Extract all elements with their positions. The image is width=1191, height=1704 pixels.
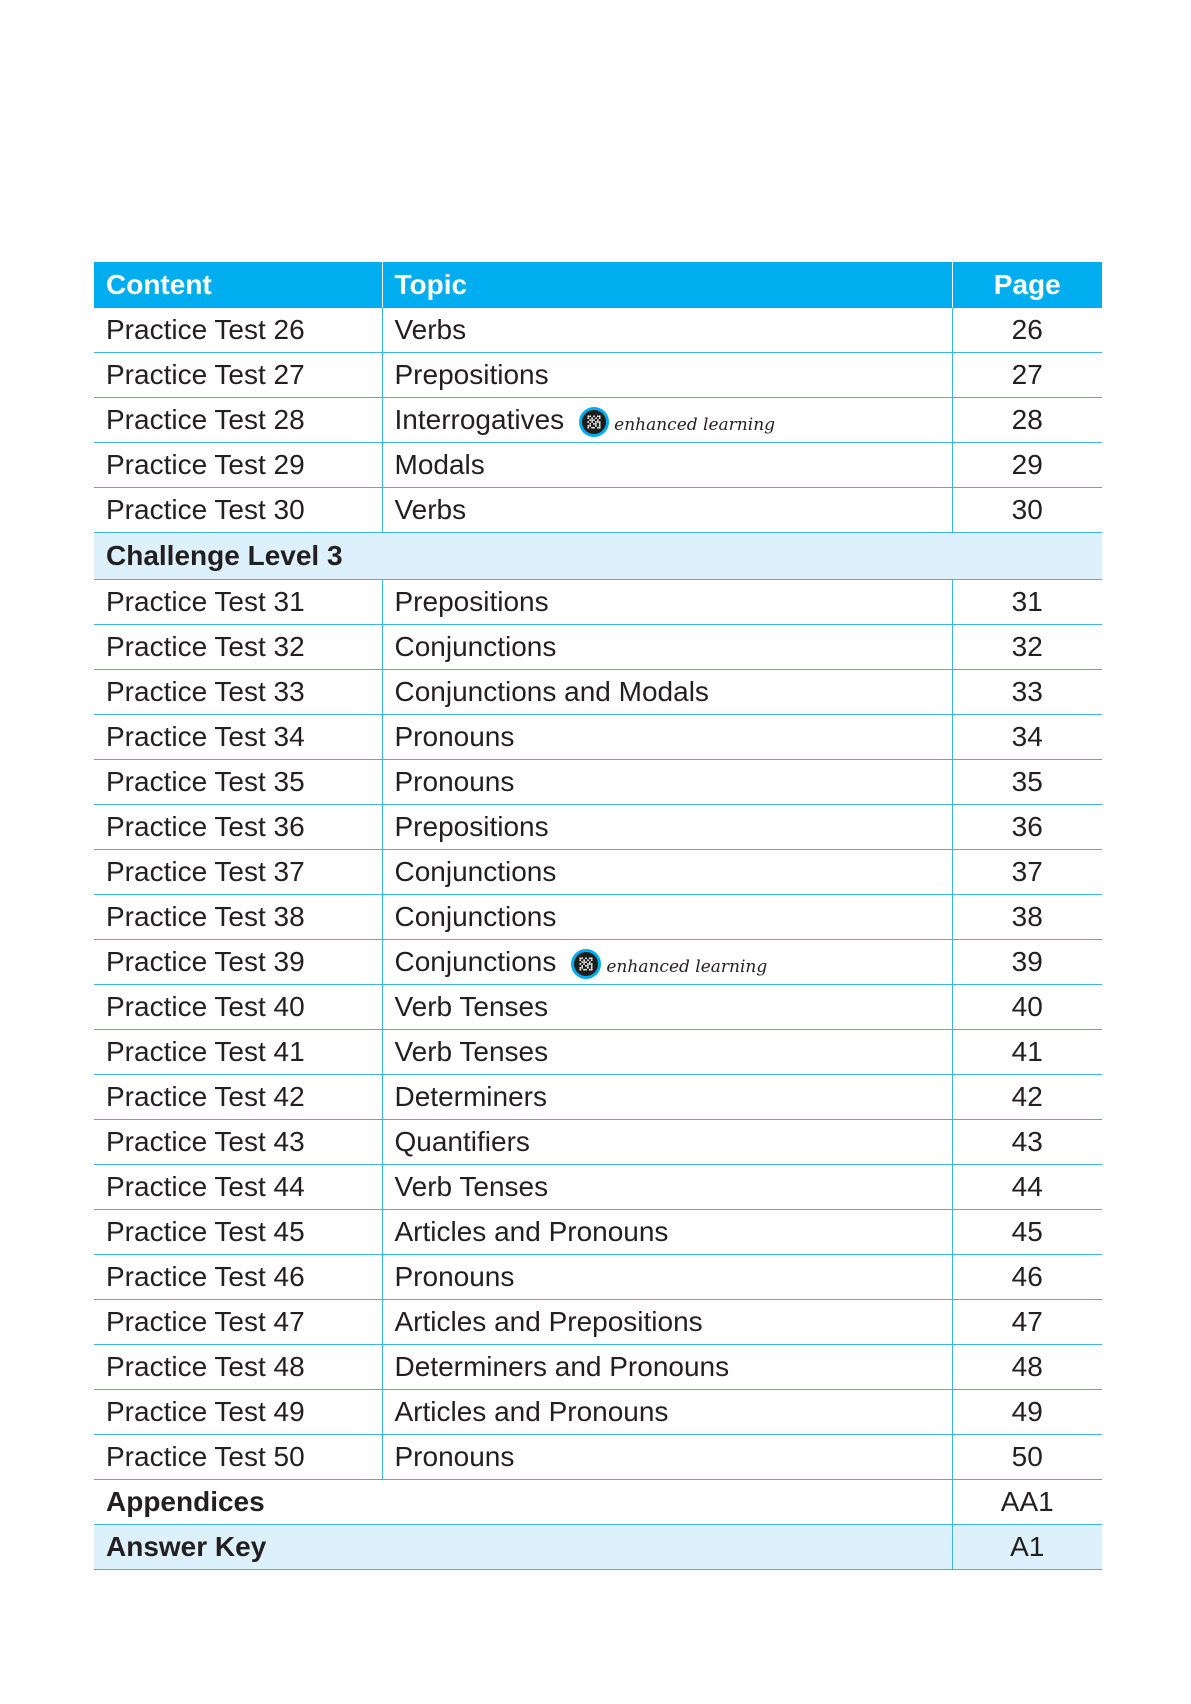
row-content: Practice Test 39: [94, 940, 382, 985]
row-topic-cell: [382, 1390, 952, 1435]
row-content: Practice Test 45: [94, 1210, 382, 1255]
row-topic-cell: [382, 625, 952, 670]
row-topic-cell: [382, 308, 952, 353]
row-topic-wrap: [395, 813, 549, 841]
row-topic-wrap: [395, 496, 467, 524]
row-topic: Interrogatives: [394, 404, 565, 435]
row-topic: Verb Tenses: [394, 1171, 549, 1202]
row-topic-cell: [382, 1300, 952, 1345]
row-content: Practice Test 46: [94, 1255, 382, 1300]
row-page: 37: [952, 850, 1102, 895]
row-topic: Pronouns: [394, 1261, 515, 1292]
row-content: Practice Test 38: [94, 895, 382, 940]
row-topic: Conjunctions: [394, 901, 557, 932]
appendices-page: AA1: [952, 1480, 1102, 1525]
row-content: Practice Test 49: [94, 1390, 382, 1435]
table-row: [94, 625, 1102, 670]
enhanced-learning-label: enhanced learning: [606, 956, 768, 977]
row-page: 44: [952, 1165, 1102, 1210]
table-row: [94, 1210, 1102, 1255]
row-topic-wrap: [395, 993, 549, 1021]
row-topic-wrap: [395, 316, 467, 344]
row-topic-cell: [382, 805, 952, 850]
row-page: 47: [952, 1300, 1102, 1345]
enhanced-learning-badge[interactable]: [570, 948, 767, 980]
row-content: Practice Test 35: [94, 760, 382, 805]
row-topic: Determiners and Pronouns: [394, 1351, 730, 1382]
row-page: 34: [952, 715, 1102, 760]
table-row: [94, 1435, 1102, 1480]
table-row: [94, 353, 1102, 398]
row-page: 40: [952, 985, 1102, 1030]
row-topic-wrap: [395, 402, 776, 438]
row-content: Practice Test 47: [94, 1300, 382, 1345]
row-topic: Verb Tenses: [394, 1036, 549, 1067]
row-content: Practice Test 44: [94, 1165, 382, 1210]
row-topic: Quantifiers: [394, 1126, 530, 1157]
table-row: [94, 670, 1102, 715]
row-page: 45: [952, 1210, 1102, 1255]
row-page: 39: [952, 940, 1102, 985]
row-topic-cell: [382, 488, 952, 533]
row-topic: Conjunctions: [394, 946, 557, 977]
row-page: 33: [952, 670, 1102, 715]
row-topic-wrap: [395, 678, 709, 706]
row-page: 48: [952, 1345, 1102, 1390]
answer-key-row: [94, 1525, 1102, 1570]
row-page: 28: [952, 398, 1102, 443]
row-topic-wrap: [395, 1038, 549, 1066]
table-row: [94, 1390, 1102, 1435]
table-row: [94, 1300, 1102, 1345]
row-topic-wrap: [395, 1083, 547, 1111]
row-topic-cell: [382, 670, 952, 715]
section-row: [94, 533, 1102, 580]
row-page: 27: [952, 353, 1102, 398]
row-content: Practice Test 42: [94, 1075, 382, 1120]
row-page: 50: [952, 1435, 1102, 1480]
row-content: Practice Test 37: [94, 850, 382, 895]
row-topic-cell: [382, 1075, 952, 1120]
row-topic-cell: [382, 398, 952, 443]
table-row: [94, 985, 1102, 1030]
row-topic: Modals: [394, 449, 485, 480]
row-content: Practice Test 30: [94, 488, 382, 533]
qr-code-icon: [570, 948, 602, 980]
row-topic-wrap: [395, 633, 557, 661]
row-page: 38: [952, 895, 1102, 940]
table-row: [94, 580, 1102, 625]
row-content: Practice Test 33: [94, 670, 382, 715]
row-topic-wrap: [395, 361, 549, 389]
row-topic: Verb Tenses: [394, 991, 549, 1022]
row-topic-cell: [382, 353, 952, 398]
table-row: [94, 805, 1102, 850]
table-row: [94, 1255, 1102, 1300]
row-content: Practice Test 26: [94, 308, 382, 353]
row-topic-cell: [382, 1255, 952, 1300]
row-topic-wrap: [395, 1173, 549, 1201]
row-page: 41: [952, 1030, 1102, 1075]
table-row: [94, 850, 1102, 895]
row-content: Practice Test 41: [94, 1030, 382, 1075]
row-topic-cell: [382, 985, 952, 1030]
enhanced-learning-badge[interactable]: [578, 406, 775, 438]
row-topic: Conjunctions: [394, 631, 557, 662]
qr-code-icon: [578, 406, 610, 438]
row-topic: Articles and Prepositions: [394, 1306, 703, 1337]
row-topic-wrap: [395, 1398, 669, 1426]
answer-key-page: A1: [952, 1525, 1102, 1570]
row-page: 43: [952, 1120, 1102, 1165]
row-topic-wrap: [395, 451, 485, 479]
row-topic-cell: [382, 1030, 952, 1075]
row-topic-cell: [382, 760, 952, 805]
row-topic-wrap: [395, 858, 557, 886]
row-content: Practice Test 34: [94, 715, 382, 760]
table-row: [94, 1120, 1102, 1165]
table-row: [94, 398, 1102, 443]
header-page: Page: [952, 262, 1102, 308]
row-content: Practice Test 28: [94, 398, 382, 443]
row-topic-wrap: [395, 768, 515, 796]
row-topic-cell: [382, 1210, 952, 1255]
section-label: Challenge Level 3: [94, 533, 1102, 580]
enhanced-learning-label: enhanced learning: [614, 414, 776, 435]
row-topic-cell: [382, 1120, 952, 1165]
table-row: [94, 488, 1102, 533]
table-row: [94, 308, 1102, 353]
row-content: Practice Test 48: [94, 1345, 382, 1390]
row-topic-wrap: [395, 1308, 703, 1336]
row-topic-cell: [382, 443, 952, 488]
row-content: Practice Test 31: [94, 580, 382, 625]
table-of-contents: [94, 262, 1102, 1570]
table-row: [94, 940, 1102, 985]
row-topic-cell: [382, 1435, 952, 1480]
header-row: [94, 262, 1102, 308]
row-topic-cell: [382, 1165, 952, 1210]
toc-body: [94, 308, 1102, 1570]
row-page: 32: [952, 625, 1102, 670]
row-topic-wrap: [395, 1218, 669, 1246]
row-topic-cell: [382, 940, 952, 985]
header-topic: Topic: [382, 262, 952, 308]
table-row: [94, 895, 1102, 940]
row-topic: Verbs: [394, 494, 467, 525]
row-topic-wrap: [395, 723, 515, 751]
row-topic: Conjunctions: [394, 856, 557, 887]
row-topic: Articles and Pronouns: [394, 1216, 669, 1247]
table-row: [94, 715, 1102, 760]
row-topic: Prepositions: [394, 811, 549, 842]
table-row: [94, 443, 1102, 488]
row-topic: Determiners: [394, 1081, 547, 1112]
row-page: 36: [952, 805, 1102, 850]
table-row: [94, 1165, 1102, 1210]
table-row: [94, 760, 1102, 805]
row-page: 49: [952, 1390, 1102, 1435]
row-topic-cell: [382, 850, 952, 895]
appendices-row: [94, 1480, 1102, 1525]
row-topic-wrap: [395, 944, 768, 980]
row-topic: Conjunctions and Modals: [394, 676, 709, 707]
row-page: 31: [952, 580, 1102, 625]
row-topic: Pronouns: [394, 766, 515, 797]
appendices-label: Appendices: [94, 1480, 952, 1525]
answer-key-label: Answer Key: [94, 1525, 952, 1570]
header-content: Content: [94, 262, 382, 308]
row-topic: Verbs: [394, 314, 467, 345]
row-topic: Pronouns: [394, 1441, 515, 1472]
row-content: Practice Test 50: [94, 1435, 382, 1480]
row-topic-wrap: [395, 588, 549, 616]
row-page: 42: [952, 1075, 1102, 1120]
row-page: 35: [952, 760, 1102, 805]
row-topic-wrap: [395, 1128, 530, 1156]
row-content: Practice Test 43: [94, 1120, 382, 1165]
row-page: 29: [952, 443, 1102, 488]
row-topic-wrap: [395, 1443, 515, 1471]
row-topic: Pronouns: [394, 721, 515, 752]
row-page: 26: [952, 308, 1102, 353]
table-row: [94, 1075, 1102, 1120]
table-row: [94, 1345, 1102, 1390]
row-topic-wrap: [395, 1263, 515, 1291]
row-page: 46: [952, 1255, 1102, 1300]
row-page: 30: [952, 488, 1102, 533]
row-topic-cell: [382, 895, 952, 940]
row-topic: Prepositions: [394, 359, 549, 390]
row-topic: Articles and Pronouns: [394, 1396, 669, 1427]
row-topic-cell: [382, 715, 952, 760]
row-topic-wrap: [395, 1353, 730, 1381]
table-row: [94, 1030, 1102, 1075]
row-content: Practice Test 36: [94, 805, 382, 850]
row-content: Practice Test 32: [94, 625, 382, 670]
row-topic-wrap: [395, 903, 557, 931]
row-content: Practice Test 29: [94, 443, 382, 488]
row-topic: Prepositions: [394, 586, 549, 617]
row-topic-cell: [382, 1345, 952, 1390]
row-topic-cell: [382, 580, 952, 625]
row-content: Practice Test 27: [94, 353, 382, 398]
row-content: Practice Test 40: [94, 985, 382, 1030]
